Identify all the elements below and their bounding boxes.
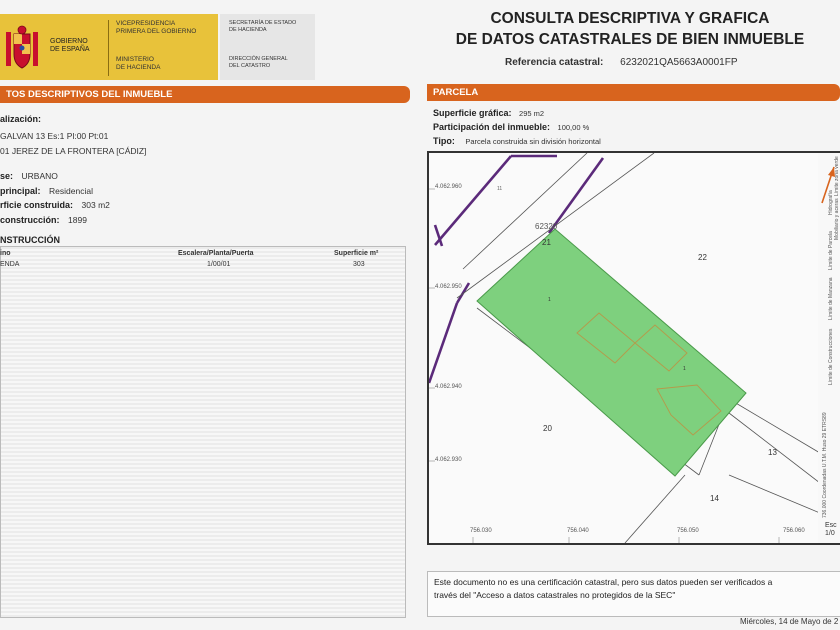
x-tick-label: 756.050 [677, 528, 699, 534]
coordinate-system-note: 736.000 Coordenadas U.T.M. Huso 29 ETRS89 [822, 412, 828, 518]
vice-line1: VICEPRESIDENCIA [116, 20, 176, 27]
uso-label: principal: [0, 186, 41, 196]
x-tick-label: 756.040 [567, 528, 589, 534]
tipo-label: Tipo: [433, 136, 455, 146]
reference-value: 6232021QA5663A0001FP [620, 57, 738, 68]
scale-value: 1/0 [825, 530, 835, 537]
dir-line2: DEL CATASTRO [229, 63, 271, 69]
address-line2: 01 JEREZ DE LA FRONTERA [CÁDIZ] [0, 146, 147, 156]
title-line2: DE DATOS CATASTRALES DE BIEN INMUEBLE [455, 31, 805, 48]
table-header-superficie: Superficie m² [334, 250, 379, 257]
block-id-label: 62320 [535, 222, 558, 231]
legend-item: Mobiliario y aceras [834, 198, 840, 240]
subject-parcel [477, 229, 746, 476]
reference-label: Referencia catastral: [505, 57, 604, 68]
descriptive-data-title: TOS DESCRIPTIVOS DEL INMUEBLE [6, 89, 173, 100]
unit-number-label: 1 [548, 297, 551, 303]
vicepresidencia-label [116, 20, 196, 35]
document-title [420, 8, 840, 50]
clase-label: se: [0, 171, 14, 181]
x-tick-label: 756.060 [783, 528, 805, 534]
loc-label: alización: [0, 114, 42, 124]
disclaimer-line1: Este documento no es una certificación catastral, pero sus datos pueden ser verificados a [434, 577, 773, 587]
y-tick-label: 4.062.940 [435, 384, 462, 390]
disclaimer-line2: través del "Acceso a datos catastrales no protegidos de la SEC" [434, 590, 676, 600]
parcel-id-label: 22 [698, 253, 707, 262]
uso-row [0, 186, 93, 196]
title-line1: CONSULTA DESCRIPTIVA Y GRAFICA [490, 10, 770, 27]
construccion-label: NSTRUCCIÓN [0, 235, 60, 245]
tipo-value: Parcela construida sin división horizontal [465, 137, 601, 146]
sup-graf-value: 295 m2 [519, 109, 545, 118]
table-header-destino: ino [0, 250, 11, 257]
legend-item: Límite de Construcciones [828, 328, 834, 385]
y-tick-label: 4.062.950 [435, 284, 462, 290]
location-label [0, 114, 41, 124]
ano-label: construcción: [0, 215, 60, 225]
participacion-row [433, 122, 589, 132]
address-line1: GALVAN 13 Es:1 Pl:00 Pt:01 [0, 131, 109, 141]
superficie-row [0, 200, 110, 210]
unit-number-label: 1 [683, 366, 686, 372]
vice-line2: PRIMERA DEL GOBIERNO [116, 27, 197, 35]
table-header-escalera: Escalera/Planta/Puerta [178, 250, 254, 257]
agency-banner [220, 14, 315, 80]
tipo-row [433, 136, 601, 146]
parcela-bar [427, 84, 840, 101]
parcel-id-label: 14 [710, 494, 719, 503]
government-banner [0, 14, 218, 80]
table-cell-destino: ENDA [0, 261, 20, 268]
sec-line1: SECRETARÍA DE ESTADO [229, 20, 297, 26]
clase-row [0, 171, 58, 181]
construction-table [0, 246, 406, 618]
uso-value: Residencial [49, 186, 93, 196]
header-divider [108, 20, 109, 76]
secretaria-label [229, 20, 296, 34]
map-canvas [429, 153, 820, 543]
legend-item: Hidrografía [828, 190, 834, 215]
table-cell-superficie: 303 [353, 261, 365, 268]
parcel-id-label: 20 [543, 424, 552, 433]
gov-name-line1: GOBIERNO [50, 38, 88, 45]
street-number-label: 11 [497, 186, 503, 192]
superficie-value: 303 m2 [81, 200, 110, 210]
y-tick-label: 4.062.930 [435, 457, 462, 463]
cadastral-reference [505, 57, 738, 68]
descriptive-data-bar [0, 86, 410, 103]
min-line2: DE HACIENDA [116, 63, 161, 71]
ano-row [0, 215, 87, 225]
legend-item: Límite de Manzana [828, 277, 834, 320]
superficie-grafica-row [433, 108, 544, 118]
parcel-id-label: 13 [768, 448, 777, 457]
legend-item: Límite zona verde [834, 156, 840, 196]
parcela-title: PARCELA [433, 87, 479, 98]
min-line1: MINISTERIO [116, 56, 154, 63]
direccion-label [229, 56, 288, 70]
ano-value: 1899 [68, 215, 87, 225]
coat-of-arms-icon [2, 24, 42, 74]
document-date: Miércoles, 14 de Mayo de 2 [740, 617, 839, 626]
government-name [50, 38, 90, 54]
parcel-id-label: 21 [542, 238, 551, 247]
x-tick-label: 756.030 [470, 528, 492, 534]
sec-line2: DE HACIENDA [229, 27, 267, 33]
legend-item: Límite de Parcela [828, 231, 834, 270]
y-tick-label: 4.062.960 [435, 184, 462, 190]
disclaimer-text [434, 576, 839, 602]
superficie-label: rficie construida: [0, 200, 74, 210]
participacion-label: Participación del inmueble: [433, 122, 551, 132]
dir-line1: DIRECCIÓN GENERAL [229, 56, 288, 62]
cadastral-map [427, 151, 822, 545]
gov-name-line2: DE ESPAÑA [50, 46, 90, 53]
sup-graf-label: Superficie gráfica: [433, 108, 512, 118]
scale-label: Esc [825, 522, 837, 529]
table-cell-escalera: 1/00/01 [207, 261, 231, 268]
clase-value: URBANO [21, 171, 58, 181]
participacion-value: 100,00 % [557, 123, 590, 132]
ministerio-label [116, 56, 160, 71]
government-header [0, 14, 315, 80]
construccion-heading [0, 235, 60, 245]
